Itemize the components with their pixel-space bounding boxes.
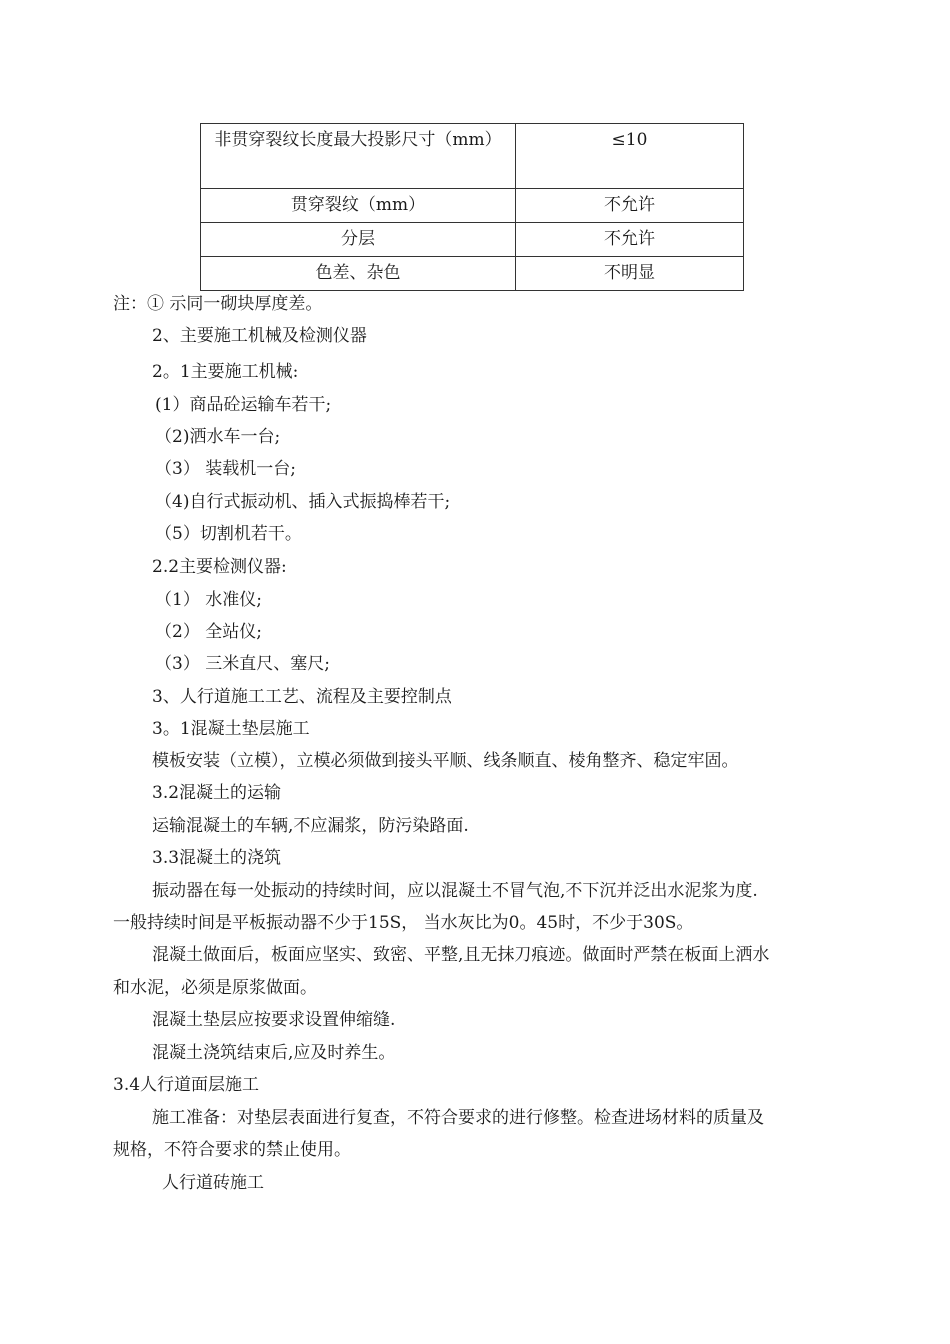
paragraph: 施工准备：对垫层表面进行复查，不符合要求的进行修整。检查进场材料的质量及 — [152, 1108, 764, 1128]
table-row — [201, 189, 744, 223]
paragraph: 人行道砖施工 — [162, 1173, 264, 1193]
list-item: （5）切割机若干。 — [155, 524, 302, 544]
subsection-heading: 2.2主要检测仪器: — [152, 557, 287, 577]
paragraph: 运输混凝土的车辆,不应漏浆，防污染路面. — [152, 816, 469, 836]
section-heading: 2、主要施工机械及检测仪器 — [152, 326, 367, 346]
subsection-heading: 3.4人行道面层施工 — [113, 1075, 260, 1095]
paragraph-continuation: 和水泥，必须是原浆做面。 — [113, 978, 317, 998]
table-note: 注：① 示同一砌块厚度差。 — [113, 294, 323, 314]
list-item: (1）商品砼运输车若干; — [155, 395, 332, 415]
table-cell-item: 非贯穿裂纹长度最大投影尺寸（mm） — [201, 124, 516, 189]
table-cell-item: 贯穿裂纹（mm） — [201, 189, 516, 223]
section-heading: 3、人行道施工工艺、流程及主要控制点 — [152, 687, 452, 707]
subsection-heading: 3.2混凝土的运输 — [152, 783, 282, 803]
table-row — [201, 257, 744, 291]
list-item: （2)洒水车一台; — [155, 427, 281, 447]
paragraph: 混凝土垫层应按要求设置伸缩缝. — [152, 1010, 396, 1030]
table-row — [201, 124, 744, 189]
subsection-heading: 3。1混凝土垫层施工 — [152, 719, 310, 739]
table-cell-item: 分层 — [201, 223, 516, 257]
table-cell-requirement: 不明显 — [516, 257, 744, 291]
list-item: （1） 水准仪; — [155, 590, 262, 610]
subsection-heading: 3.3混凝土的浇筑 — [152, 848, 282, 868]
paragraph: 混凝土浇筑结束后,应及时养生。 — [152, 1043, 396, 1063]
paragraph: 振动器在每一处振动的持续时间，应以混凝土不冒气泡,不下沉并泛出水泥浆为度. — [152, 881, 758, 901]
paragraph-continuation: 一般持续时间是平板振动器不少于15S， 当水灰比为0。45时，不少于30S。 — [113, 913, 694, 933]
list-item: （2） 全站仪; — [155, 622, 262, 642]
list-item: （4)自行式振动机、插入式振捣棒若干; — [155, 492, 451, 512]
spec-table — [200, 123, 744, 291]
subsection-heading: 2。1主要施工机械: — [152, 362, 299, 382]
table-row — [201, 223, 744, 257]
table-cell-item: 色差、杂色 — [201, 257, 516, 291]
paragraph: 模板安装（立模），立模必须做到接头平顺、线条顺直、棱角整齐、稳定牢固。 — [152, 751, 739, 771]
paragraph-continuation: 规格，不符合要求的禁止使用。 — [113, 1140, 351, 1160]
table-cell-requirement: ≤10 — [516, 124, 744, 189]
paragraph: 混凝土做面后，板面应坚实、致密、平整,且无抹刀痕迹。做面时严禁在板面上洒水 — [152, 945, 770, 965]
table-cell-requirement: 不允许 — [516, 189, 744, 223]
list-item: （3） 装载机一台; — [155, 459, 296, 479]
table-cell-requirement: 不允许 — [516, 223, 744, 257]
list-item: （3） 三米直尺、塞尺; — [155, 654, 330, 674]
